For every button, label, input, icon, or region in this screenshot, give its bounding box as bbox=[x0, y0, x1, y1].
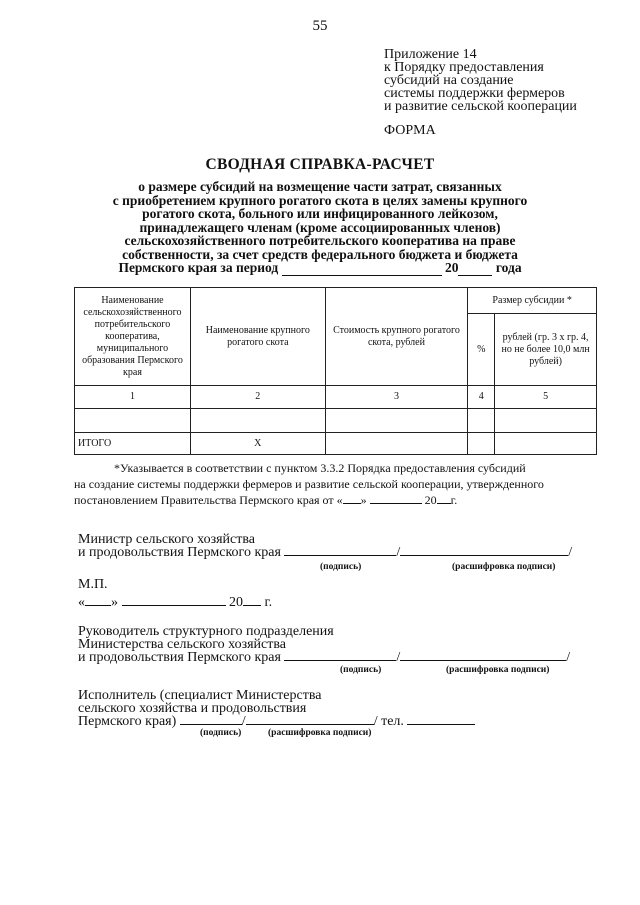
date-month-blank[interactable] bbox=[122, 604, 226, 606]
footnote-quote: » bbox=[360, 493, 367, 507]
total-cattle-mark: Х bbox=[190, 433, 325, 455]
period-suffix: года bbox=[495, 260, 522, 275]
executor-title-line: сельского хозяйства и продовольствия bbox=[78, 701, 307, 716]
minister-org: и продовольствия Пермского края bbox=[78, 545, 281, 560]
document-title: СВОДНАЯ СПРАВКА-РАСЧЕТ bbox=[205, 156, 435, 173]
footnote-year: 20 bbox=[424, 493, 437, 507]
appendix-line: к Порядку предоставления bbox=[384, 60, 544, 75]
executor-block bbox=[78, 689, 475, 728]
subtitle-line: принадлежащего членам (кроме ассоциированных членов) bbox=[139, 219, 501, 235]
subsidy-table bbox=[74, 287, 597, 455]
head-block bbox=[78, 625, 570, 664]
subtitle-line: собственности, за счет средств федерального бюджета и бюджета bbox=[122, 246, 518, 262]
minister-sign-line[interactable] bbox=[284, 554, 396, 556]
executor-decode-caption: (расшифровка подписи) bbox=[268, 728, 372, 738]
period-prefix: Пермского края за период bbox=[118, 260, 279, 275]
appendix-line: субсидий на создание bbox=[384, 73, 514, 88]
executor-sign-caption: (подпись) bbox=[200, 728, 242, 738]
minister-decode-caption: (расшифровка подписи) bbox=[452, 562, 556, 572]
table-row-numbers bbox=[75, 386, 597, 409]
date-year-blank[interactable] bbox=[243, 604, 261, 606]
form-label: ФОРМА bbox=[384, 123, 436, 138]
head-sign-caption: (подпись) bbox=[340, 665, 382, 675]
executor-decode-line[interactable] bbox=[246, 723, 374, 725]
minister-sign-caption: (подпись) bbox=[320, 562, 362, 572]
subtitle-line: о размере субсидий на возмещение части затрат, связанных bbox=[138, 179, 502, 194]
total-rubles-cell[interactable] bbox=[495, 433, 597, 455]
year-blank[interactable] bbox=[458, 261, 492, 276]
appendix-block bbox=[384, 48, 577, 113]
head-sign-line[interactable] bbox=[284, 659, 396, 661]
footnote-line: на создание системы поддержки фермеров и развитие сельской кооперации, утвержденного bbox=[74, 477, 544, 491]
head-title-line: Руководитель структурного подразделения bbox=[78, 624, 334, 639]
period-year: 20 bbox=[444, 260, 459, 275]
day-blank[interactable] bbox=[343, 502, 361, 504]
head-title-line: Министерства сельского хозяйства bbox=[78, 637, 287, 652]
date-suffix: г. bbox=[264, 595, 273, 610]
date-close-quote: » bbox=[111, 595, 118, 610]
footnote bbox=[74, 460, 597, 508]
executor-title-line: Пермского края) / / тел. bbox=[78, 715, 475, 728]
year-blank[interactable] bbox=[437, 502, 451, 504]
table-row-total bbox=[75, 433, 597, 455]
footnote-line: *Указывается в соответствии с пунктом 3.3.2 Порядка предоставления субсидий bbox=[114, 461, 526, 475]
col-number: 4 bbox=[468, 386, 495, 409]
table-cell[interactable] bbox=[75, 409, 191, 433]
header-cattle-name: Наименование крупного рогатого скота bbox=[190, 288, 325, 386]
subtitle-line: рогатого скота, больного или инфицированного лейкозом, bbox=[142, 206, 498, 221]
footnote-suffix: г. bbox=[450, 493, 458, 507]
executor-phone-label: тел. bbox=[381, 714, 404, 729]
col-number: 1 bbox=[75, 386, 191, 409]
head-decode-line[interactable] bbox=[400, 659, 566, 661]
appendix-line: системы поддержки фермеров bbox=[384, 86, 565, 101]
table-cell[interactable] bbox=[495, 409, 597, 433]
total-cost-cell[interactable] bbox=[325, 433, 468, 455]
table-row bbox=[75, 409, 597, 433]
executor-org: Пермского края) bbox=[78, 714, 177, 729]
minister-title-line: и продовольствия Пермского края / / bbox=[78, 545, 573, 560]
month-blank[interactable] bbox=[370, 502, 422, 504]
minister-decode-line[interactable] bbox=[400, 554, 568, 556]
executor-title-line: Исполнитель (специалист Министерства bbox=[78, 688, 322, 703]
header-cattle-cost: Стоимость крупного рогатого скота, рублей bbox=[325, 288, 468, 386]
page-number: 55 bbox=[312, 18, 328, 34]
subtitle-line: сельскохозяйственного потребительского кооператива на праве bbox=[124, 233, 516, 248]
footnote-line-date bbox=[74, 492, 597, 508]
head-org: и продовольствия Пермского края bbox=[78, 650, 281, 665]
table-cell[interactable] bbox=[190, 409, 325, 433]
period-blank[interactable] bbox=[282, 261, 442, 276]
head-title-line: и продовольствия Пермского края / / bbox=[78, 650, 571, 665]
stamp-label: М.П. bbox=[78, 577, 108, 592]
subtitle-line: с приобретением крупного рогатого скота в целях замены крупного bbox=[112, 192, 528, 208]
col-number: 3 bbox=[325, 386, 468, 409]
col-number: 2 bbox=[190, 386, 325, 409]
header-rubles: рублей (гр. 3 х гр. 4, но не более 10,0 млн рублей) bbox=[495, 314, 597, 386]
document-subtitle bbox=[80, 180, 560, 276]
total-percent-cell[interactable] bbox=[468, 433, 495, 455]
executor-sign-line[interactable] bbox=[180, 723, 242, 725]
footnote-prefix: постановлением Правительства Пермского края от « bbox=[74, 493, 343, 507]
header-cooperative: Наименование сельскохозяйственного потребительского кооператива, муниципального образования Пермского края bbox=[75, 288, 191, 386]
total-label: ИТОГО bbox=[75, 433, 191, 455]
minister-title-line: Министр сельского хозяйства bbox=[78, 532, 255, 547]
header-percent: % bbox=[468, 314, 495, 386]
col-number: 5 bbox=[495, 386, 597, 409]
subtitle-period-line bbox=[80, 261, 560, 276]
executor-phone-line[interactable] bbox=[407, 723, 475, 725]
table-cell[interactable] bbox=[325, 409, 468, 433]
head-decode-caption: (расшифровка подписи) bbox=[446, 665, 550, 675]
minister-block bbox=[78, 533, 572, 559]
date-open-quote: « bbox=[78, 595, 85, 610]
appendix-line: и развитие сельской кооперации bbox=[384, 99, 577, 114]
table-cell[interactable] bbox=[468, 409, 495, 433]
appendix-line: Приложение 14 bbox=[384, 47, 477, 62]
date-year: 20 bbox=[229, 595, 243, 610]
date-line bbox=[78, 596, 272, 609]
header-subsidy-size: Размер субсидии * bbox=[468, 288, 597, 314]
date-day-blank[interactable] bbox=[85, 604, 111, 606]
